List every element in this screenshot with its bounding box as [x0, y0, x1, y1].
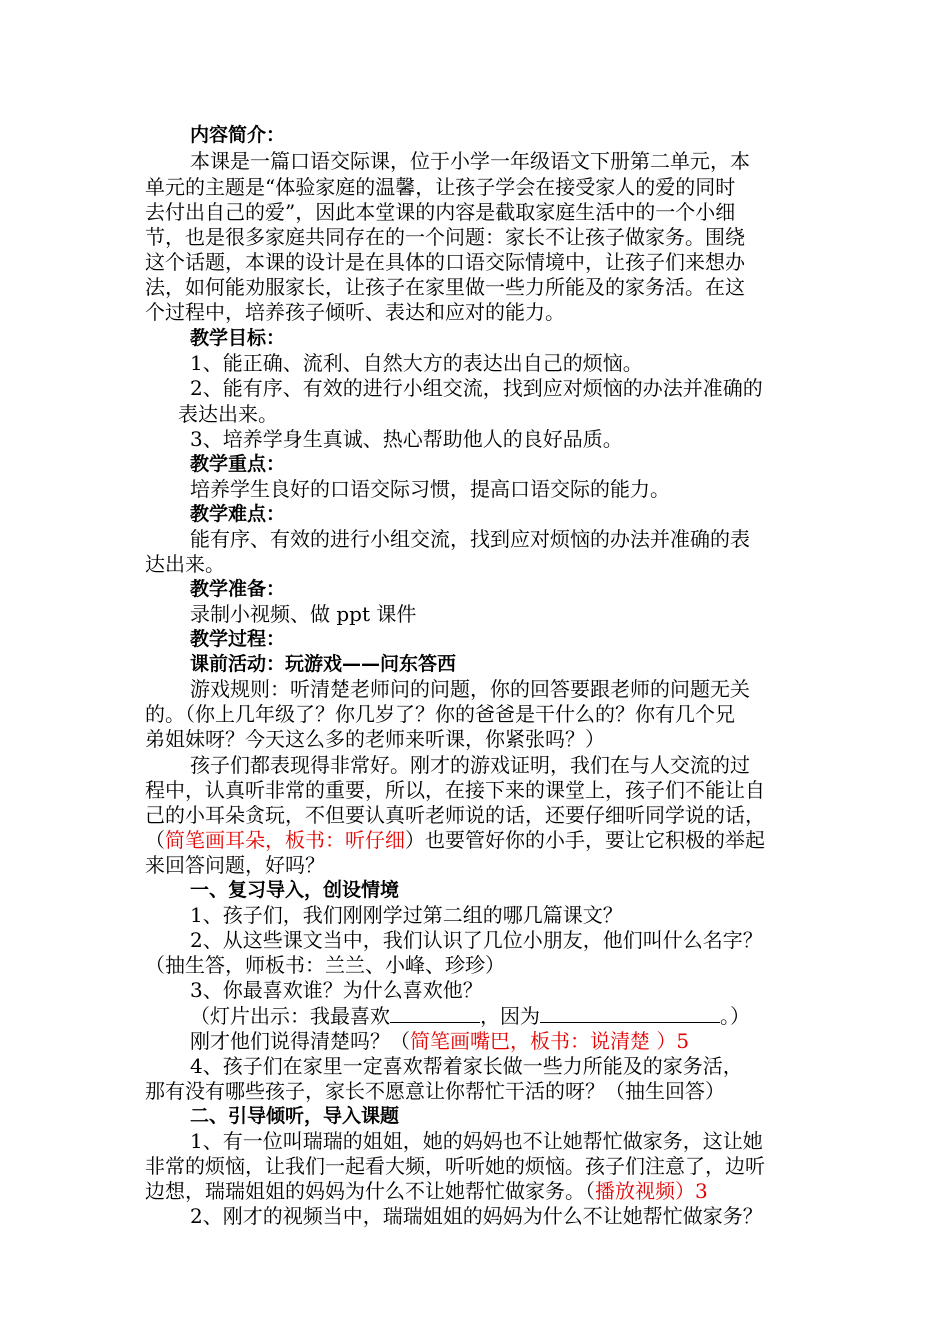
clear-question: 刚才他们说得清楚吗？（ — [190, 1029, 410, 1053]
praise-line: 来回答问题，好吗？ — [145, 853, 325, 877]
difficulty-line: 达出来。 — [145, 552, 225, 576]
goal-heading: 教学目标： — [190, 327, 286, 349]
section1-line: 2、从这些课文当中，我们认识了几位小朋友，他们叫什么名字？ — [190, 928, 763, 952]
intro-line: 这个话题，本课的设计是在具体的口语交际情境中，让孩子们来想办 — [145, 250, 745, 274]
key-text: 培养学生良好的口语交际习惯，提高口语交际的能力。 — [190, 477, 670, 501]
section2-line — [145, 1179, 708, 1204]
intro-line: 去付出自己的爱”，因此本堂课的内容是截取家庭生活中的一个小细 — [145, 200, 736, 224]
section2-line: 2、刚才的视频当中，瑞瑞姐姐的妈妈为什么不让她帮忙做家务？ — [190, 1204, 763, 1228]
section1-line: 1、孩子们，我们刚刚学过第二组的哪几篇课文？ — [190, 903, 623, 927]
prep-text: 录制小视频、做 ppt 课件 — [190, 602, 417, 626]
difficulty-line: 能有序、有效的进行小组交流，找到应对烦恼的办法并准确的表 — [190, 527, 750, 551]
intro-line: 个过程中，培养孩子倾听、表达和应对的能力。 — [145, 300, 565, 324]
praise-line-rest: ）也要管好你的小手，要让它积极的举起 — [405, 828, 765, 852]
section1-line: 4、孩子们在家里一定喜欢帮着家长做一些力所能及的家务活， — [190, 1054, 743, 1078]
praise-line: 程中，认真听非常的重要，所以，在接下来的课堂上，孩子们不能让自 — [145, 778, 765, 802]
section2-heading: 二、引导倾听，导入课题 — [190, 1105, 400, 1127]
praise-line: 己的小耳朵贪玩，不但要认真听老师说的话，还要仔细听同学说的话， — [145, 803, 765, 827]
game-line: 的。（你上几年级了？你几岁了？你的爸爸是干什么的？你有几个兄 — [145, 702, 735, 726]
intro-line: 单元的主题是“体验家庭的温馨，让孩子学会在接受家人的爱的同时 — [145, 175, 736, 199]
video-note: 播放视频 — [595, 1179, 675, 1203]
intro-line: 法，如何能劝服家长，让孩子在家里做一些力所能及的家务活。在这 — [145, 275, 745, 299]
section1-line — [190, 1029, 689, 1054]
section1-line: 那有没有哪些孩子，家长不愿意让你帮忙干活的呀？（抽生回答） — [145, 1079, 725, 1103]
goal-line: 1、能正确、流利、自然大方的表达出自己的烦恼。 — [190, 351, 643, 375]
game-line: 游戏规则：听清楚老师问的问题，你的回答要跟老师的问题无关 — [190, 677, 750, 701]
intro-line: 节，也是很多家庭共同存在的一个问题：家长不让孩子做家务。围绕 — [145, 225, 745, 249]
goal-line: 3、培养学身生真诚、热心帮助他人的良好品质。 — [190, 427, 623, 451]
slide-because: ，因为 — [480, 1004, 540, 1028]
slide-line — [190, 1004, 750, 1029]
difficulty-heading: 教学难点： — [190, 503, 286, 525]
key-heading: 教学重点： — [190, 453, 286, 475]
fill-blank — [390, 1004, 480, 1023]
section1-line: （抽生答，师板书：兰兰、小峰、珍珍） — [145, 953, 505, 977]
intro-heading: 内容简介： — [190, 124, 286, 146]
process-heading: 教学过程： — [190, 628, 286, 650]
paren-open: （ — [145, 828, 165, 852]
section1-heading: 一、复习导入，创设情境 — [190, 879, 400, 901]
fill-blank — [540, 1004, 720, 1023]
slide-end: 。） — [720, 1004, 750, 1028]
slide-prompt: （灯片出示：我最喜欢 — [190, 1004, 390, 1028]
section1-line: 3、你最喜欢谁？为什么喜欢他？ — [190, 978, 483, 1002]
intro-line: 本课是一篇口语交际课，位于小学一年级语文下册第二单元，本 — [190, 149, 750, 173]
praise-line — [145, 828, 765, 853]
goal-line: 2、能有序、有效的进行小组交流，找到应对烦恼的办法并准确的 — [190, 376, 763, 400]
section2-line: 1、有一位叫瑞瑞的姐姐，她的妈妈也不让她帮忙做家务，这让她 — [190, 1129, 763, 1153]
section2-text: 边想，瑞瑞姐姐的妈妈为什么不让她帮忙做家务。（ — [145, 1179, 595, 1203]
pre-activity-heading: 课前活动：玩游戏——问东答西 — [190, 653, 457, 675]
praise-line: 孩子们都表现得非常好。刚才的游戏证明，我们在与人交流的过 — [190, 753, 750, 777]
game-line: 弟姐妹呀？今天这么多的老师来听课，你紧张吗？） — [145, 727, 605, 751]
goal-line: 表达出来。 — [178, 402, 278, 426]
blackboard-note: 简笔画嘴巴，板书：说清楚 ）5 — [410, 1029, 690, 1053]
blackboard-note: 简笔画耳朵，板书：听仔细 — [165, 828, 405, 852]
prep-heading: 教学准备： — [190, 578, 286, 600]
video-note-end: ）3 — [675, 1179, 708, 1203]
section2-line: 非常的烦恼，让我们一起看大频，听听她的烦恼。孩子们注意了，边听 — [145, 1154, 765, 1178]
